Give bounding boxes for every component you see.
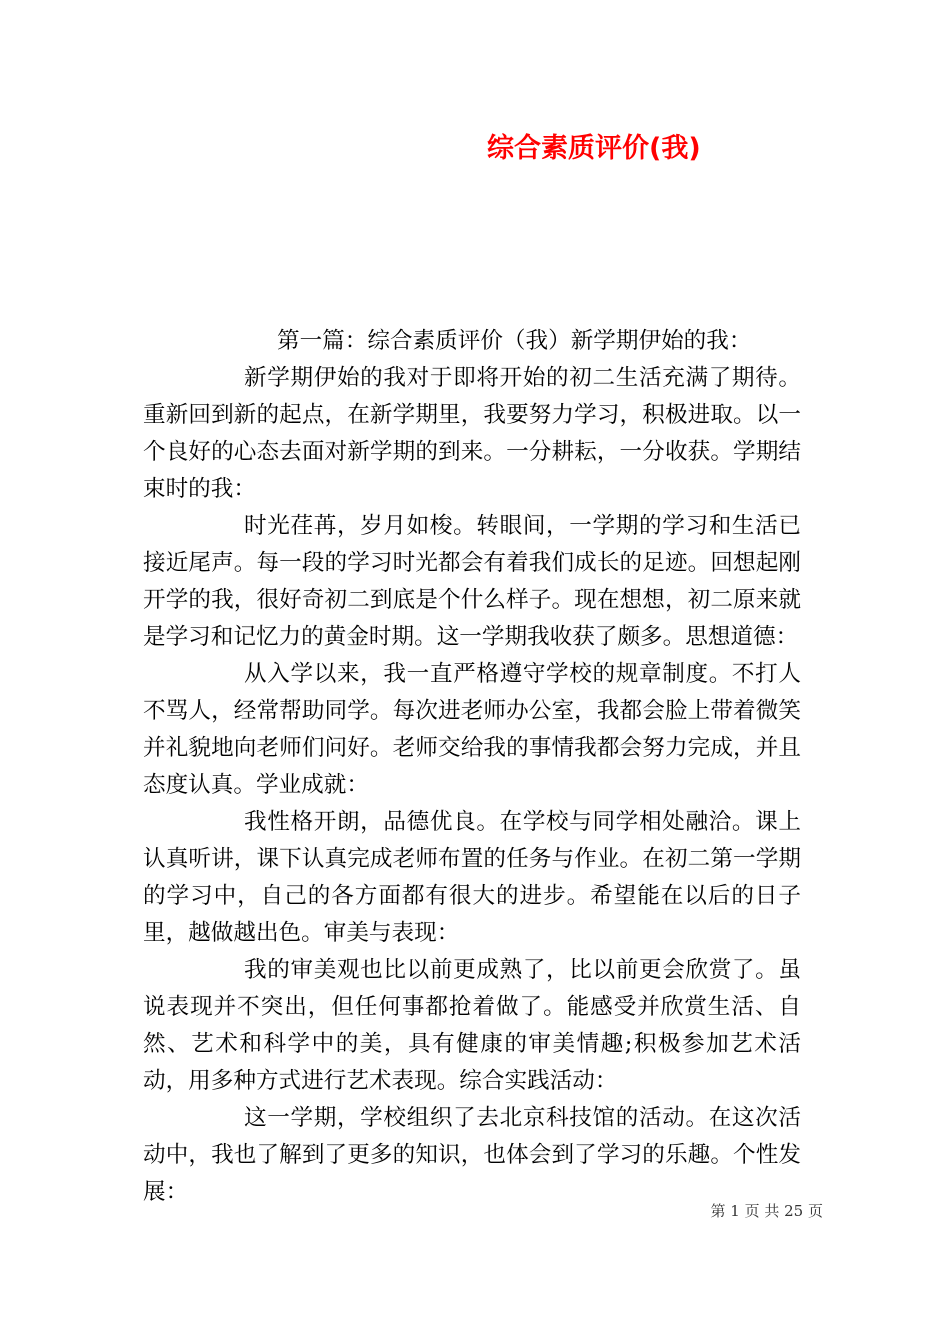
page-number-footer: 第 1 页 共 25 页	[710, 1202, 823, 1220]
paragraph: 这一学期，学校组织了去北京科技馆的活动。在这次活动中，我也了解到了更多的知识，也体会到了学习的乐趣。个性发展：	[143, 1105, 801, 1205]
paragraph: 时光荏苒，岁月如梭。转眼间，一学期的学习和生活已接近尾声。每一段的学习时光都会有着我们成长的足迹。回想起刚开学的我，很好奇初二到底是个什么样子。现在想想，初二原来就是学习和记忆力的黄金时期。这一学期我收获了颇多。思想道德：	[143, 513, 801, 650]
paragraph-heading: 第一篇：综合素质评价（我）新学期伊始的我：	[277, 328, 752, 354]
paragraph: 我的审美观也比以前更成熟了，比以前更会欣赏了。虽说表现并不突出，但任何事都抢着做了。能感受并欣赏生活、自然、艺术和科学中的美，具有健康的审美情趣;积极参加艺术活动，用多种方式进行艺术表现。综合实践活动：	[143, 957, 801, 1094]
paragraph: 新学期伊始的我对于即将开始的初二生活充满了期待。重新回到新的起点，在新学期里，我要努力学习，积极进取。以一个良好的心态去面对新学期的到来。一分耕耘，一分收获。学期结束时的我：	[143, 365, 801, 502]
paragraph: 从入学以来，我一直严格遵守学校的规章制度。不打人不骂人，经常帮助同学。每次进老师办公室，我都会脸上带着微笑并礼貌地向老师们问好。老师交给我的事情我都会努力完成，并且态度认真。学业成就：	[143, 661, 801, 798]
paragraph: 我性格开朗，品德优良。在学校与同学相处融洽。课上认真听讲，课下认真完成老师布置的任务与作业。在初二第一学期的学习中，自己的各方面都有很大的进步。希望能在以后的日子里，越做越出色。审美与表现：	[143, 809, 801, 946]
document-title: 综合素质评价(我)	[487, 133, 701, 164]
document-body	[143, 323, 801, 1211]
